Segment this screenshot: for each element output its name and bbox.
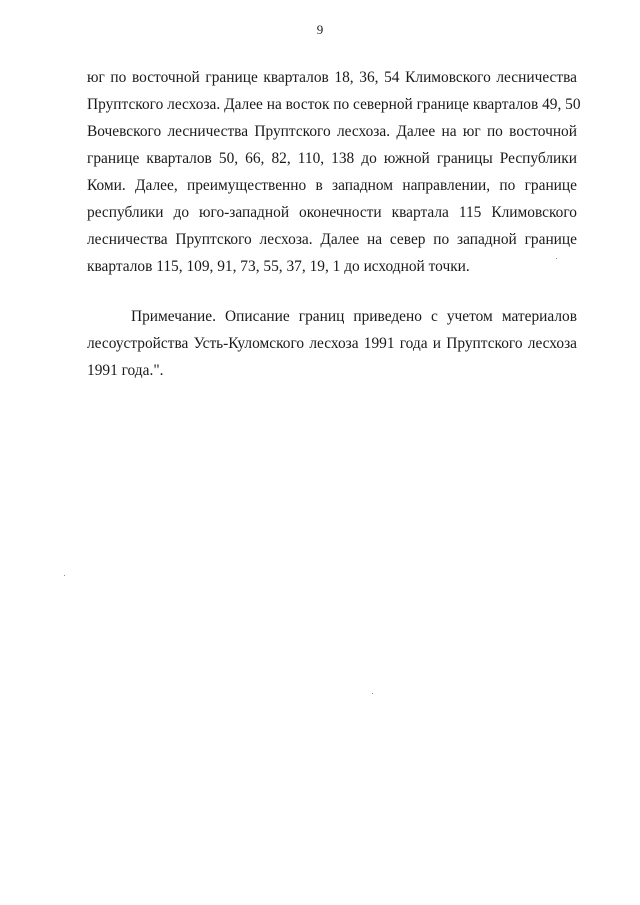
scan-speck: [556, 258, 557, 259]
body-text-line: юг по восточной границе кварталов 18, 36, 54 Климовского лесничества: [87, 69, 577, 86]
body-text-line: Вочевского лесничества Пруптского лесхоза. Далее на юг по восточной: [87, 123, 577, 140]
body-text-line: Коми. Далее, преимущественно в западном направлении, по границе: [87, 177, 577, 194]
scan-speck: [64, 575, 65, 576]
note-text-line: Примечание. Описание границ приведено с учетом материалов: [131, 308, 577, 325]
body-text-line: кварталов 115, 109, 91, 73, 55, 37, 19, 1 до исходной точки.: [87, 258, 470, 275]
body-text-line: республики до юго-западной оконечности квартала 115 Климовского: [87, 204, 577, 221]
body-text-line: лесничества Пруптского лесхоза. Далее на север по западной границе: [87, 231, 577, 248]
note-text-line: 1991 года.".: [87, 362, 164, 379]
body-text-line: границе кварталов 50, 66, 82, 110, 138 до южной границы Республики: [87, 150, 577, 167]
scan-speck: [372, 693, 373, 694]
page-number: 9: [316, 22, 324, 37]
body-text-line: Пруптского лесхоза. Далее на восток по северной границе кварталов 49, 50: [87, 96, 581, 113]
note-text-line: лесоустройства Усть-Куломского лесхоза 1991 года и Пруптского лесхоза: [87, 335, 577, 352]
